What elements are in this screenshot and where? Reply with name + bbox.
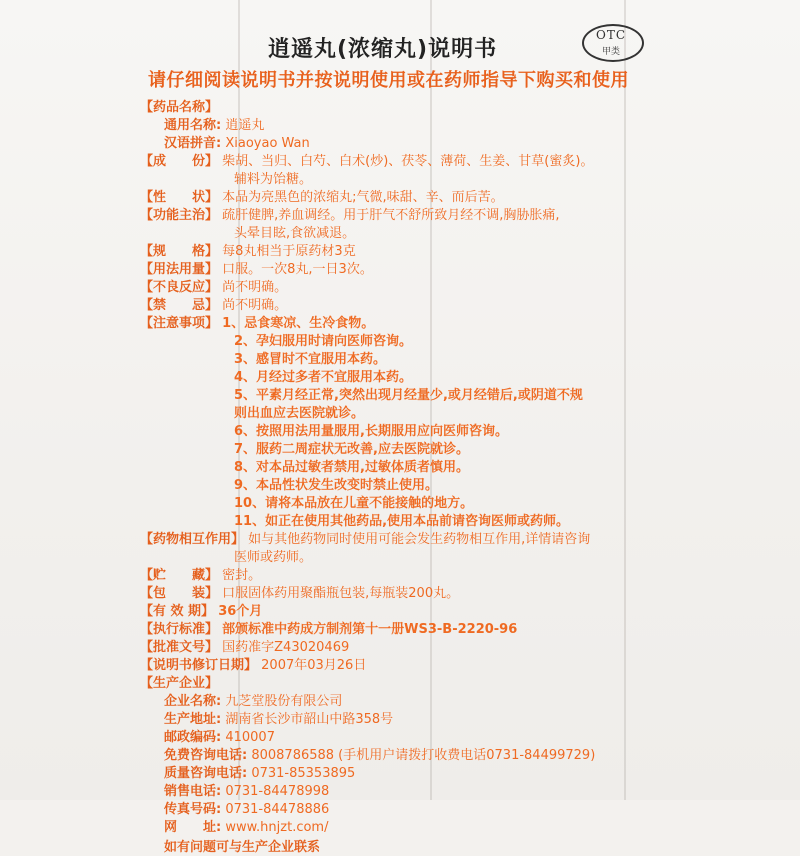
maker-row: 生产地址: 湖南省长沙市韶山中路358号 (164, 712, 394, 727)
note-item: 10、请将本品放在儿童不能接触的地方。 (234, 496, 474, 511)
ingredients-row-2: 辅料为饴糖。 (234, 172, 313, 187)
otc-badge (578, 20, 648, 64)
otc-class: 甲类 (601, 47, 620, 57)
revision-row: 【说明书修订日期】 2007年03月26日 (140, 658, 367, 673)
interaction-row-2: 医师或药师。 (234, 550, 313, 565)
note-item: 3、感冒时不宜服用本药。 (234, 352, 387, 367)
function-row-2: 头晕目眩,食欲减退。 (234, 226, 356, 241)
document-title: 逍遥丸(浓缩丸)说明书 (268, 37, 498, 62)
spec-row: 【规 格】 每8丸相当于原药材3克 (140, 244, 356, 259)
note-item: 9、本品性状发生改变时禁止使用。 (234, 478, 439, 493)
note-item: 4、月经过多者不宜服用本药。 (234, 370, 413, 385)
standard-row: 【执行标准】 部颁标准中药成方制剂第十一册WS3-B-2220-96 (140, 622, 518, 637)
maker-row: 免费咨询电话: 8008786588 (手机用户请拨打收费电话0731-84499729) (164, 748, 596, 763)
notes-row: 【注意事项】 1、忌食寒凉、生冷食物。 (140, 316, 375, 331)
section-name-header: 【药品名称】 (140, 100, 219, 115)
function-row: 【功能主治】 疏肝健脾,养血调经。用于肝气不舒所致月经不调,胸胁胀痛, (140, 208, 560, 223)
appearance-row: 【性 状】 本品为亮黑色的浓缩丸;气微,味甜、辛、而后苦。 (140, 190, 504, 205)
note-item: 7、服药二周症状无改善,应去医院就诊。 (234, 442, 469, 457)
maker-row: 企业名称: 九芝堂股份有限公司 (164, 694, 343, 709)
footer-contact: 如有问题可与生产企业联系 (164, 840, 321, 855)
ingredients-row: 【成 份】 柴胡、当归、白芍、白术(炒)、茯苓、薄荷、生姜、甘草(蜜炙)。 (140, 154, 594, 169)
maker-row: 质量咨询电话: 0731-85353895 (164, 766, 356, 781)
note-item: 6、按照用法用量服用,长期服用应向医师咨询。 (234, 424, 508, 439)
note-item: 8、对本品过敏者禁用,过敏体质者慎用。 (234, 460, 469, 475)
paper-crease (624, 0, 626, 800)
interaction-row: 【药物相互作用】 如与其他药物同时使用可能会发生药物相互作用,详情请咨询 (140, 532, 591, 547)
usage-warning: 请仔细阅读说明书并按说明使用或在药师指导下购买和使用 (148, 70, 629, 91)
contra-row: 【禁 忌】 尚不明确。 (140, 298, 288, 313)
package-row: 【包 装】 口服固体药用聚酯瓶包装,每瓶装200丸。 (140, 586, 460, 601)
maker-row: 销售电话: 0731-84478998 (164, 784, 330, 799)
adverse-row: 【不良反应】 尚不明确。 (140, 280, 288, 295)
pinyin-row: 汉语拼音: Xiaoyao Wan (164, 136, 310, 151)
approval-row: 【批准文号】 国药准字Z43020469 (140, 640, 350, 655)
usage-row: 【用法用量】 口服。一次8丸,一日3次。 (140, 262, 373, 277)
note-item: 2、孕妇服用时请向医师咨询。 (234, 334, 413, 349)
otc-mark: OTC (595, 28, 627, 42)
maker-row: 邮政编码: 410007 (164, 730, 275, 745)
maker-row: 网 址: www.hnjzt.com/ (164, 820, 329, 835)
maker-row: 传真号码: 0731-84478886 (164, 802, 330, 817)
maker-header: 【生产企业】 (140, 676, 219, 691)
storage-row: 【贮 藏】 密封。 (140, 568, 262, 583)
note-item: 5、平素月经正常,突然出现月经量少,或月经错后,或阴道不规 (234, 388, 583, 403)
validity-row: 【有 效 期】 36个月 (140, 604, 263, 619)
note-item: 11、如正在使用其他药品,使用本品前请咨询医师或药师。 (234, 514, 570, 529)
note-item-cont: 则出血应去医院就诊。 (234, 406, 365, 421)
generic-name-row: 通用名称: 逍遥丸 (164, 118, 265, 133)
